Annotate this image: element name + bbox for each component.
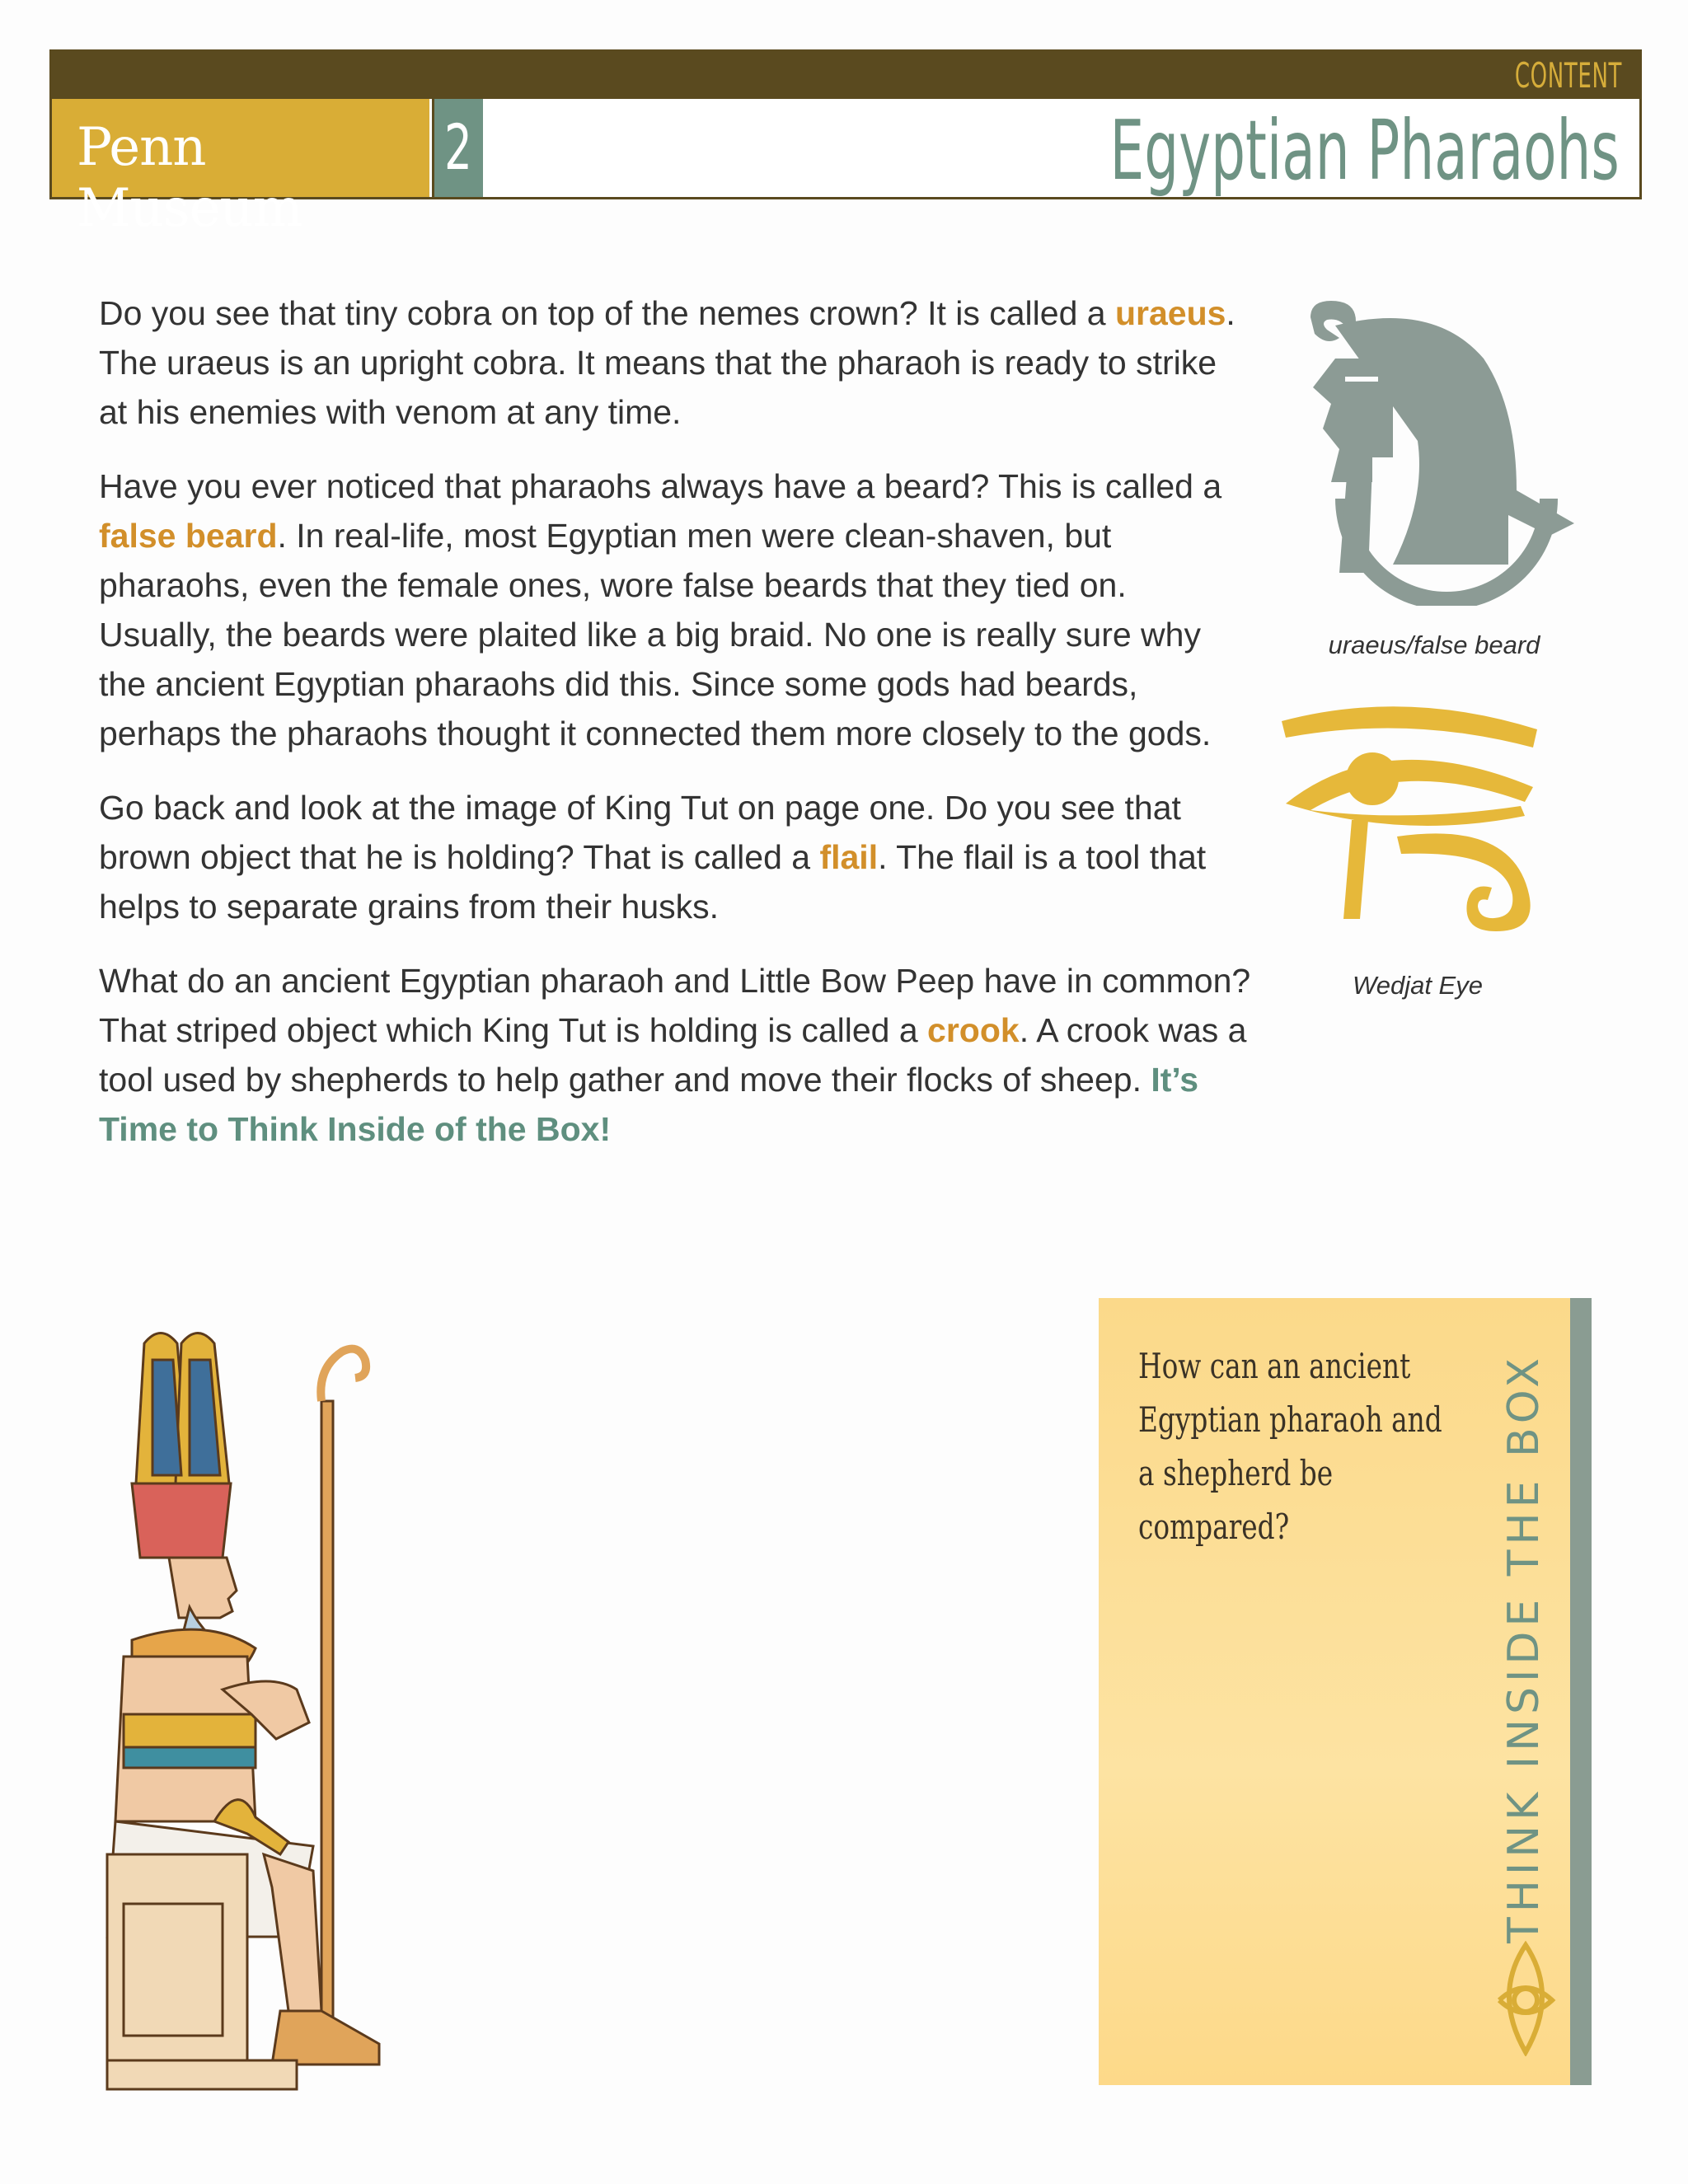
think-question: How can an ancient Egyptian pharaoh and a shepherd be compared? [1138,1346,1442,1547]
eye-logo-icon [1493,1941,1559,2056]
think-inside-the-box-panel [1099,1298,1592,2085]
body-text [99,288,1253,1179]
panel-stripe [1570,1298,1592,2085]
keyword-false-beard: false beard [99,517,278,555]
header-bar [49,49,1642,99]
paragraph-false-beard: Have you ever noticed that pharaohs always have a beard? This is called a false beard. In real-life, most Egyptian men were clean-shaven, but pharaohs, even the female ones, wore false beards that they tied on. Usually, the beards were plaited like a big braid. No one is really sure why the ancient Egyptian pharaohs did this. Since some gods had beards, perhaps the pharaohs thought it connected them more closely to the gods. [99,467,1222,752]
wedjat-eye-caption: Wedjat Eye [1353,971,1483,1000]
brand-box [52,99,429,239]
page-title: Egyptian Pharaohs [1109,102,1620,199]
think-box-label: THINK INSIDE THE BOX [1499,1353,1549,1943]
paragraph-crook: What do an ancient Egyptian pharaoh and Little Bow Peep have in common? That striped object which King Tut is holding is called a crook. A crook was a tool used by shepherds to help gather and move their flocks of sheep. It’s Time to Think Inside of the Box! [99,962,1251,1148]
pharaoh-head-caption: uraeus/false beard [1328,630,1540,659]
pharaoh-head-illustration [1278,293,1582,606]
seated-pharaoh-illustration [99,1327,528,2093]
keyword-flail: flail [819,838,879,876]
header-row [49,99,1642,239]
brand-name: Penn Museum [77,117,302,239]
think-box-label-wrapper [1499,1353,1549,1943]
page-number: 2 [444,110,472,184]
section-label: CONTENT [1514,55,1622,96]
keyword-uraeus: uraeus [1114,294,1226,332]
wedjat-eye-illustration [1273,696,1554,935]
page-number-box [432,99,483,197]
keyword-crook: crook [927,1011,1020,1049]
paragraph-uraeus: Do you see that tiny cobra on top of the nemes crown? It is called a uraeus. The uraeus is an upright cobra. It means that the pharaoh is ready to strike at his enemies with venom at any time. [99,294,1236,431]
paragraph-flail: Go back and look at the image of King Tut on page one. Do you see that brown object that he is holding? That is called a flail. The flail is a tool that helps to separate grains from their husks. [99,789,1207,926]
think-box-callout: It’s Time to Think Inside of the Box! [99,1061,1199,1148]
